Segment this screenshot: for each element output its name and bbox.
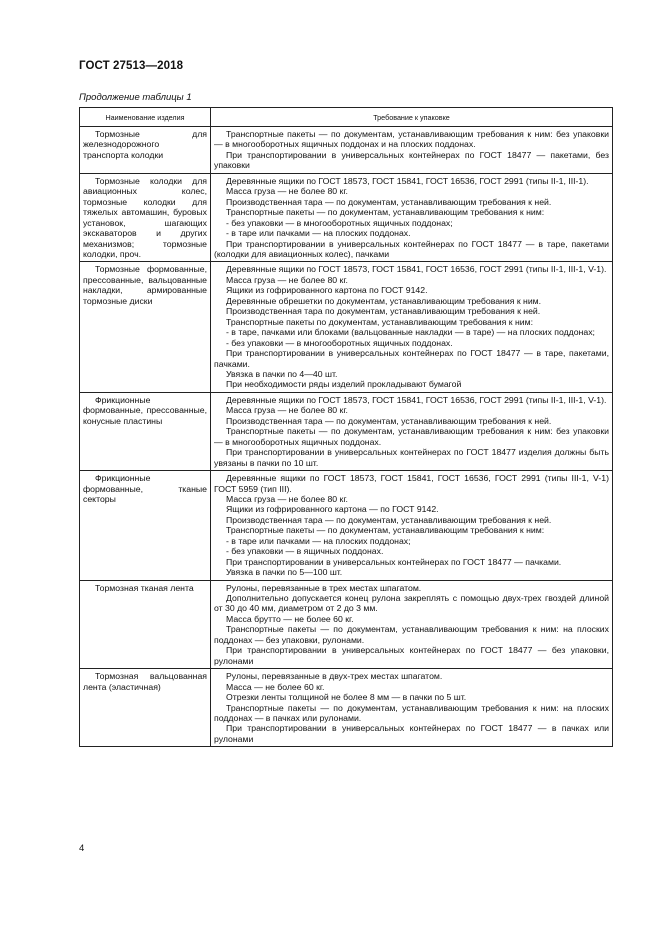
packaging-requirement-cell xyxy=(211,392,613,470)
column-header-product-name: Наименование изделия xyxy=(80,108,211,127)
requirement-paragraph: Масса брутто — не более 60 кг. xyxy=(226,613,354,624)
table-header-row xyxy=(80,108,613,127)
requirement-paragraph: Увязка в пачки по 5—100 шт. xyxy=(226,567,343,578)
requirement-paragraph: Деревянные ящики по ГОСТ 18573, ГОСТ 15841, ГОСТ 16536, ГОСТ 2991 (типы III-1, V-1) ГОСТ 5959 (тип III). xyxy=(214,473,609,494)
packaging-requirement-cell xyxy=(211,173,613,262)
packaging-requirement-cell xyxy=(211,669,613,747)
requirement-paragraph: Производственная тара — по документам, устанавливающим требования к ней. xyxy=(226,514,552,525)
table-row xyxy=(80,262,613,392)
packaging-requirement-cell xyxy=(211,471,613,581)
requirement-paragraph: Транспортные пакеты — по документам, устанавливающим требования к ним: на плоских поддонах — в пачках или рулонами. xyxy=(214,702,609,724)
table-caption: Продолжение таблицы 1 xyxy=(79,92,192,103)
requirement-paragraph: - без упаковки — в многооборотных ящичных поддонах; xyxy=(226,217,453,228)
requirement-paragraph: Масса груза — не более 80 кг. xyxy=(226,274,348,285)
product-name-cell: Тормозные колодки для авиационных колес, тормозные колодки для тяжелых автомашин, буровых установок, шагающих экскаваторов и других механизмов; тормозные колодки, проч. xyxy=(80,173,211,262)
product-name-cell: Тормозные для железнодорожного транспорта колодки xyxy=(80,127,211,174)
product-name-cell: Фрикционные формованные, тканые секторы xyxy=(80,471,211,581)
requirement-paragraph: Производственная тара — по документам, устанавливающим требования к ней. xyxy=(226,196,552,207)
requirement-paragraph: При транспортировании в универсальных контейнерах по ГОСТ 18477 — пачками. xyxy=(226,556,562,567)
requirement-paragraph: Производственная тара по документам, устанавливающим требования к ней. xyxy=(226,306,541,317)
requirement-paragraph: При транспортировании в универсальных контейнерах по ГОСТ 18477 — в таре, пакетами (колодки для авиационных колес), пачками xyxy=(214,238,609,259)
packaging-requirement-cell xyxy=(211,262,613,392)
requirement-paragraph: Транспортные пакеты — по документам, устанавливающим требования к ним: на плоских поддонах — без упаковки, рулонами. xyxy=(214,624,609,645)
requirement-paragraph: - в таре или пачками — на плоских поддонах; xyxy=(226,535,411,546)
table-body xyxy=(80,127,613,747)
requirement-paragraph: Масса груза — не более 80 кг. xyxy=(226,493,348,504)
requirement-paragraph: - в таре или пачками — на плоских поддонах. xyxy=(226,228,411,239)
requirement-paragraph: При транспортировании в универсальных контейнерах по ГОСТ 18477 — в пачках или рулонами xyxy=(214,723,609,744)
packaging-requirements-table xyxy=(79,107,613,747)
requirement-paragraph: Отрезки ленты толщиной не более 8 мм — в пачки по 5 шт. xyxy=(226,692,467,703)
requirement-paragraph: Деревянные ящики по ГОСТ 18573, ГОСТ 15841, ГОСТ 16536, ГОСТ 2991 (типы II-1, III-1). xyxy=(226,175,589,186)
table-row xyxy=(80,173,613,262)
requirement-paragraph: Рулоны, перевязанные в двух-трех местах шпагатом. xyxy=(226,671,443,682)
requirement-paragraph: Дополнительно допускается конец рулона закреплять с помощью двух-трех гвоздей длиной от 30 до 40 мм, диаметром от 2 до 3 мм. xyxy=(214,593,609,614)
requirement-paragraph: При транспортировании в универсальных контейнерах по ГОСТ 18477 — пакетами, без упаковки xyxy=(214,149,609,171)
table-row xyxy=(80,580,613,669)
product-name-cell: Фрикционные формованные, прессованные, конусные пластины xyxy=(80,392,211,470)
table-row xyxy=(80,669,613,747)
table-row xyxy=(80,471,613,581)
column-header-packaging-requirement: Требование к упаковке xyxy=(211,108,613,127)
requirement-paragraph: При транспортировании в универсальных контейнерах по ГОСТ 18477 — в таре, пакетами, пачками. xyxy=(214,348,609,369)
requirement-paragraph: Транспортные пакеты — по документам, устанавливающим требования к ним: без упаковки — в многооборотных ящичных поддонах. xyxy=(214,426,609,447)
packaging-requirement-cell xyxy=(211,580,613,669)
requirement-paragraph: При транспортировании в универсальных контейнерах по ГОСТ 18477 — без упаковки, рулонами xyxy=(214,645,609,666)
requirement-paragraph: При транспортировании в универсальных контейнерах по ГОСТ 18477 изделия должны быть увязаны в пачки по 10 шт. xyxy=(214,447,609,468)
table-row xyxy=(80,127,613,174)
requirement-paragraph: - в таре, пачками или блоками (вальцованные накладки — в таре) — на плоских поддонах; xyxy=(226,327,595,338)
requirement-paragraph: Деревянные обрешетки по документам, устанавливающим требования к ним. xyxy=(226,295,542,306)
page-number: 4 xyxy=(79,843,85,854)
requirement-paragraph: Масса — не более 60 кг. xyxy=(226,681,325,692)
product-name-cell: Тормозная вальцованная лента (эластичная) xyxy=(80,669,211,747)
requirement-paragraph: Ящики из гофрированного картона — по ГОСТ 9142. xyxy=(226,504,439,515)
requirement-paragraph: - без упаковки — в ящичных поддонах. xyxy=(226,546,384,557)
requirement-paragraph: Деревянные ящики по ГОСТ 18573, ГОСТ 15841, ГОСТ 16536, ГОСТ 2991 (типы II-1, III-1, V-1). xyxy=(226,264,607,275)
requirement-paragraph: Транспортные пакеты — по документам, устанавливающим требования к ним: xyxy=(226,207,545,218)
requirement-paragraph: Транспортные пакеты — по документам, устанавливающим требования к ним: xyxy=(226,525,545,536)
requirement-paragraph: Ящики из гофрированного картона по ГОСТ 9142. xyxy=(226,285,428,296)
requirement-paragraph: Масса груза — не более 80 кг. xyxy=(226,186,348,197)
requirement-paragraph: Рулоны, перевязанные в трех местах шпагатом. xyxy=(226,582,422,593)
requirement-paragraph: Транспортные пакеты — по документам, устанавливающим требования к ним: без упаковки — в многооборотных ящичных поддонах и на плоских поддонах. xyxy=(214,129,609,150)
requirement-paragraph: При необходимости ряды изделий прокладывают бумагой xyxy=(226,379,462,390)
product-name-cell: Тормозная тканая лента xyxy=(80,580,211,669)
requirement-paragraph: Транспортные пакеты по документам, устанавливающим требования к ним: xyxy=(226,316,534,327)
document-header: ГОСТ 27513—2018 xyxy=(79,60,184,72)
requirement-paragraph: Деревянные ящики по ГОСТ 18573, ГОСТ 15841, ГОСТ 16536, ГОСТ 2991 (типы II-1, III-1, V-1). xyxy=(226,394,607,405)
packaging-requirement-cell xyxy=(211,127,613,174)
requirement-paragraph: Производственная тара — по документам, устанавливающим требования к ней. xyxy=(226,415,552,426)
requirement-paragraph: Масса груза — не более 80 кг. xyxy=(226,405,348,416)
table-row xyxy=(80,392,613,470)
product-name-cell: Тормозные формованные, прессованные, вальцованные накладки, армированные тормозные диски xyxy=(80,262,211,392)
requirement-paragraph: Увязка в пачки по 4—40 шт. xyxy=(226,368,338,379)
requirement-paragraph: - без упаковки — в многооборотных ящичных поддонах. xyxy=(226,337,453,348)
